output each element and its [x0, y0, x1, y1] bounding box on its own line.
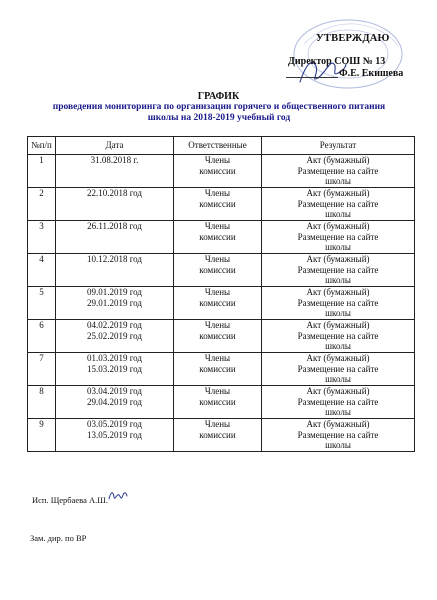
header-result: Результат	[262, 137, 415, 155]
row-number: 8	[28, 386, 56, 419]
date-line: 03.05.2019 год	[86, 419, 143, 429]
row-date	[56, 386, 174, 419]
date-line: 01.03.2019 год	[86, 353, 143, 363]
result-line: школы	[325, 308, 351, 318]
result-line: Акт (бумажный)	[306, 353, 370, 363]
row-number: 1	[28, 155, 56, 188]
row-date	[56, 254, 174, 287]
result-line: школы	[325, 407, 351, 417]
date-line: 25.02.2019 год	[86, 330, 143, 341]
result-line: Размещение на сайте	[297, 429, 379, 440]
result-line: Акт (бумажный)	[306, 188, 370, 198]
result-line: школы	[325, 374, 351, 384]
result-line: Размещение на сайте	[297, 198, 379, 209]
date-line: 31.08.2018 г.	[90, 155, 139, 165]
row-date	[56, 155, 174, 188]
table-row	[28, 254, 415, 287]
responsible-line: Члены	[204, 188, 231, 198]
header-responsible: Ответственные	[174, 137, 262, 155]
result-line: школы	[325, 242, 351, 252]
result-line: Акт (бумажный)	[306, 155, 370, 165]
responsible-line: комиссии	[199, 231, 236, 242]
row-responsible	[174, 320, 262, 353]
row-date	[56, 353, 174, 386]
responsible-line: Члены	[204, 353, 231, 363]
responsible-line: комиссии	[199, 363, 236, 374]
row-date	[56, 221, 174, 254]
result-line: школы	[325, 176, 351, 186]
row-responsible	[174, 287, 262, 320]
result-line: Размещение на сайте	[297, 264, 379, 275]
row-result	[262, 419, 415, 452]
date-line: 26.11.2018 год	[87, 221, 142, 231]
responsible-line: Члены	[204, 386, 231, 396]
director-name: Ф.Е. Екишева	[339, 68, 404, 79]
date-line: 22.10.2018 год	[86, 188, 143, 198]
responsible-line: Члены	[204, 287, 231, 297]
row-number: 2	[28, 188, 56, 221]
row-number: 7	[28, 353, 56, 386]
table-row	[28, 188, 415, 221]
row-responsible	[174, 155, 262, 188]
result-line: Размещение на сайте	[297, 330, 379, 341]
row-number: 3	[28, 221, 56, 254]
result-line: школы	[325, 275, 351, 285]
responsible-line: Члены	[204, 254, 231, 264]
subtitle-line-1: проведения мониторинга по организации горячего и общественного питания	[52, 102, 386, 112]
row-responsible	[174, 188, 262, 221]
row-result	[262, 188, 415, 221]
responsible-line: Члены	[204, 155, 231, 165]
row-responsible	[174, 386, 262, 419]
row-number: 9	[28, 419, 56, 452]
executor-line: Исп. Щербаева А.Ш.	[32, 495, 108, 505]
document-title: ГРАФИК	[197, 91, 240, 102]
approval-block	[0, 0, 437, 90]
date-line: 15.03.2019 год	[86, 363, 143, 374]
table-row	[28, 320, 415, 353]
date-line: 10.12.2018 год	[86, 254, 143, 264]
row-result	[262, 287, 415, 320]
document-subtitle	[24, 102, 414, 124]
executor-signature	[107, 487, 129, 505]
row-number: 5	[28, 287, 56, 320]
row-number: 4	[28, 254, 56, 287]
result-line: школы	[325, 341, 351, 351]
header-date: Дата	[56, 137, 174, 155]
table-row	[28, 386, 415, 419]
result-line: Размещение на сайте	[297, 363, 379, 374]
result-line: школы	[325, 440, 351, 450]
deputy-line: Зам. дир. по ВР	[30, 533, 87, 543]
table-header-row	[28, 137, 415, 155]
responsible-line: комиссии	[199, 330, 236, 341]
result-line: Акт (бумажный)	[306, 221, 370, 231]
row-date	[56, 188, 174, 221]
date-line: 13.05.2019 год	[86, 429, 143, 440]
table-row	[28, 419, 415, 452]
subtitle-line-2: школы на 2018-2019 учебный год	[147, 113, 291, 123]
row-result	[262, 221, 415, 254]
result-line: Размещение на сайте	[297, 165, 379, 176]
responsible-line: комиссии	[199, 297, 236, 308]
responsible-line: комиссии	[199, 165, 236, 176]
date-line: 04.02.2019 год	[86, 320, 143, 330]
row-result	[262, 320, 415, 353]
responsible-line: комиссии	[199, 396, 236, 407]
row-result	[262, 386, 415, 419]
approval-heading: УТВЕРЖДАЮ	[316, 33, 390, 44]
responsible-line: комиссии	[199, 264, 236, 275]
row-responsible	[174, 254, 262, 287]
result-line: Акт (бумажный)	[306, 386, 370, 396]
result-line: Акт (бумажный)	[306, 254, 370, 264]
result-line: Акт (бумажный)	[306, 320, 370, 330]
responsible-line: комиссии	[199, 198, 236, 209]
responsible-line: комиссии	[199, 429, 236, 440]
monitoring-schedule-table	[27, 136, 415, 452]
table-row	[28, 155, 415, 188]
header-number: №п/п	[28, 137, 56, 155]
director-position: Директор СОШ № 13	[288, 56, 386, 67]
date-line: 29.04.2019 год	[86, 396, 143, 407]
row-result	[262, 155, 415, 188]
responsible-line: Члены	[204, 419, 231, 429]
date-line: 09.01.2019 год	[86, 287, 143, 297]
row-result	[262, 254, 415, 287]
row-responsible	[174, 353, 262, 386]
table-row	[28, 353, 415, 386]
table-row	[28, 221, 415, 254]
signature-line	[286, 77, 338, 78]
row-responsible	[174, 221, 262, 254]
row-responsible	[174, 419, 262, 452]
responsible-line: Члены	[204, 221, 231, 231]
result-line: Размещение на сайте	[297, 297, 379, 308]
row-date	[56, 419, 174, 452]
date-line: 29.01.2019 год	[86, 297, 143, 308]
responsible-line: Члены	[204, 320, 231, 330]
date-line: 03.04.2019 год	[86, 386, 143, 396]
row-date	[56, 287, 174, 320]
result-line: Акт (бумажный)	[306, 287, 370, 297]
result-line: Размещение на сайте	[297, 231, 379, 242]
result-line: Акт (бумажный)	[306, 419, 370, 429]
row-date	[56, 320, 174, 353]
result-line: Размещение на сайте	[297, 396, 379, 407]
row-result	[262, 353, 415, 386]
result-line: школы	[325, 209, 351, 219]
row-number: 6	[28, 320, 56, 353]
table-row	[28, 287, 415, 320]
